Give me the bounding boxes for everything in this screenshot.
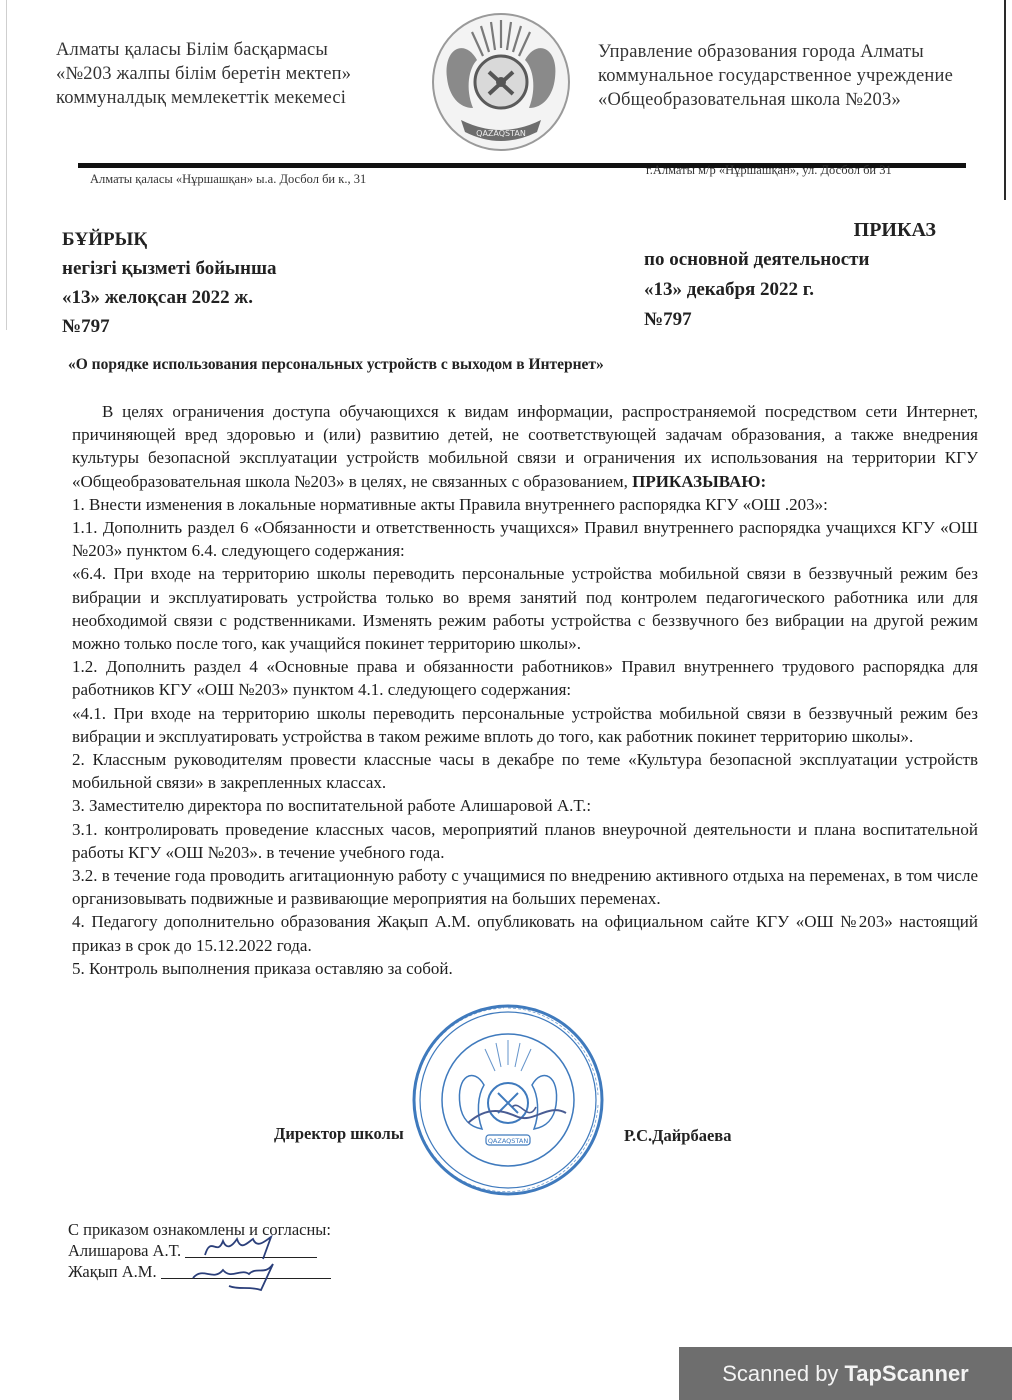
order-title-ru: [644, 215, 936, 335]
order-subject: «О порядке использования персональных устройств с выходом в Интернет»: [68, 356, 604, 373]
watermark-brand: TapScanner: [844, 1360, 969, 1386]
order-item: «4.1. При входе на территорию школы переводить персональные устройства мобильной связи в беззвучный режим без вибрации и эксплуатировать устройства в таком режиме вплоть до того, как работник покинет территорию школы».: [72, 703, 978, 746]
order-heading-kz: БҰЙРЫҚ: [62, 229, 148, 250]
header-ru-line: коммунальное государственное учреждение: [598, 66, 954, 86]
order-item: «6.4. При входе на территорию школы переводить персональные устройства мобильной связи в беззвучный режим без вибрации и эксплуатировать устройства только во время занятий под контролем педагогического работника или для необходимой связи с родственниками. Изменять режим работы устройства с беззвучного без вибрации на другой режим можно только после того, как учащийся покинет территорию школы».: [72, 564, 978, 654]
scanner-watermark: [679, 1347, 1012, 1400]
order-number-kz: №797: [62, 316, 110, 337]
handwritten-signature-icon: [189, 1256, 299, 1292]
watermark-prefix: Scanned by: [722, 1360, 839, 1386]
header-kz-block: [56, 38, 351, 110]
order-item: 4. Педагогу дополнительно образования Жақып А.М. опубликовать на официальном сайте КГУ «ОШ №203» настоящий приказ в срок до 15.12.2022 года.: [72, 912, 978, 955]
header-ru-block: [598, 40, 953, 112]
emblem-text: QAZAQSTAN: [476, 129, 526, 138]
page-edge-right: [1004, 0, 1006, 200]
address-kz: Алматы қаласы «Нұршашқан» ы.а. Досбол би к., 31: [90, 172, 367, 186]
director-name: Р.С.Дайрбаева: [624, 1126, 732, 1145]
stamp-emblem-text: QAZAQSTAN: [487, 1137, 529, 1145]
order-item: 3. Заместителю директора по воспитательной работе Алишаровой А.Т.:: [72, 796, 592, 816]
header-kz-line: коммуналдық мемлекеттік мекемесі: [56, 88, 347, 108]
order-item: 1.1. Дополнить раздел 6 «Обязанности и ответственность учащихся» Правил внутреннего распорядка учащихся КГУ «ОШ №203» пунктом 6.4. следующего содержания:: [72, 518, 978, 561]
header-kz-line: Алматы қаласы Білім басқармасы: [56, 40, 329, 60]
header-ru-line: Управление образования города Алматы: [598, 42, 924, 62]
order-title-kz: [62, 225, 276, 341]
order-number-ru: №797: [644, 309, 692, 330]
official-stamp-icon: [408, 995, 608, 1205]
order-item: 5. Контроль выполнения приказа оставляю за собой.: [72, 958, 453, 978]
order-heading-ru: ПРИКАЗ: [853, 219, 936, 241]
state-emblem-icon: [425, 8, 577, 156]
order-item: 1.2. Дополнить раздел 4 «Основные права и обязанности работников» Правил внутреннего трудового распорядка для работников КГУ «ОШ №203» пунктом 4.1. следующего содержания:: [72, 657, 978, 700]
address-ru: г.Алматы м/р «Нұршашқан», ул. Досбол би 31: [646, 163, 892, 177]
order-item: 2. Классным руководителям провести классные часы в декабре по теме «Культура безопасной эксплуатации устройств мобильной связи» в закрепленных классах.: [72, 750, 978, 793]
order-body: [72, 400, 978, 980]
preamble-text: В целях ограничения доступа обучающихся к видам информации, распространяемой посредством сети Интернет, причиняющей вред здоровью и (или) развитию детей, не соответствующей задачам образования, а также внедрения культуры безопасной эксплуатации устройств мобильной связи и ограничения их использования на территории КГУ «Общеобразовательная школа №203» в целях, не связанных с образованием,: [72, 402, 978, 491]
order-item: 3.1. контролировать проведение классных часов, мероприятий планов внеурочной деятельности и плана воспитательной работы КГУ «ОШ №203». в течение учебного года.: [72, 819, 978, 862]
order-item: 3.2. в течение года проводить агитационную работу с учащимися по внедрению активного отдыха на переменах, в том числе организовывать подвижные и развивающие мероприятия на больших переменах.: [72, 866, 978, 909]
signer-row: [68, 1261, 331, 1282]
header-kz-line: «№203 жалпы білім беретін мектеп»: [56, 64, 352, 84]
acknowledgement-block: [68, 1219, 331, 1282]
acknowledgement-heading: С приказом ознакомлены и согласны:: [68, 1220, 331, 1239]
signer-name: Жақып А.М.: [68, 1262, 157, 1281]
order-subheading-kz: негізгі қызметі бойынша: [62, 258, 277, 279]
order-subheading-ru: по основной деятельности: [644, 249, 870, 270]
order-item: 1. Внести изменения в локальные нормативные акты Правила внутреннего распорядка КГУ «ОШ .203»:: [72, 494, 828, 514]
page-edge-left: [6, 0, 7, 330]
signer-name: Алишарова А.Т.: [68, 1241, 182, 1260]
header-ru-line: «Общеобразовательная школа №203»: [598, 90, 901, 110]
order-word: ПРИКАЗЫВАЮ:: [632, 471, 767, 491]
signature-line: [161, 1278, 331, 1279]
preamble-paragraph: [72, 400, 978, 493]
director-title: Директор школы: [274, 1124, 404, 1143]
order-date-kz: «13» желоқсан 2022 ж.: [62, 287, 253, 308]
order-date-ru: «13» декабря 2022 г.: [644, 279, 815, 300]
